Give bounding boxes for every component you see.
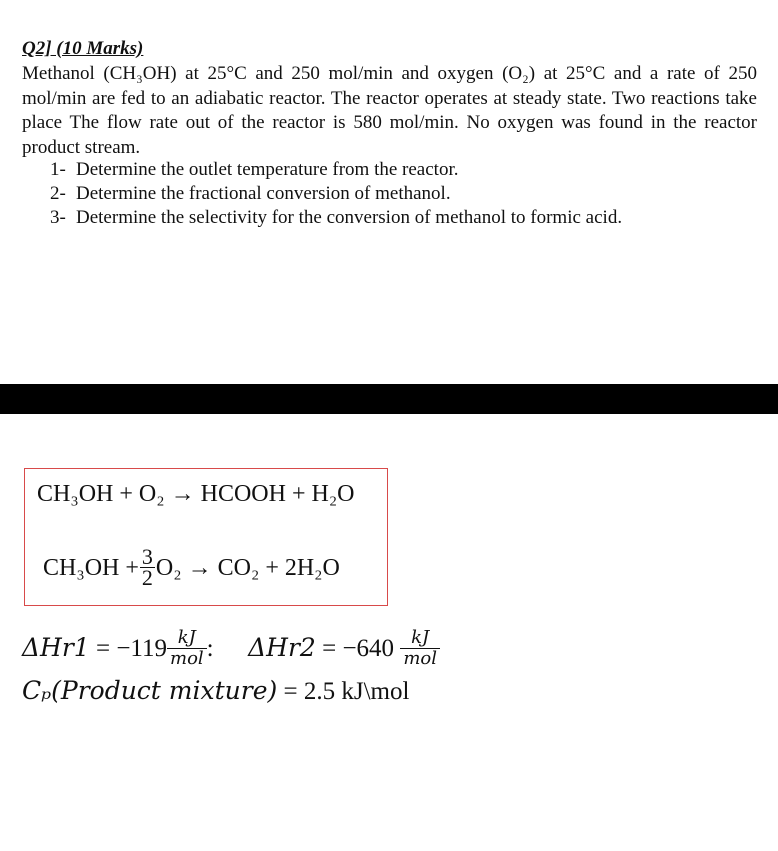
reaction-1 [37, 481, 355, 508]
list-item [50, 158, 622, 182]
arrow-icon: → [187, 555, 212, 582]
heat-capacity-row [22, 676, 409, 706]
task-text: Determine the selectivity for the conversion of methanol to formic acid. [76, 207, 623, 228]
coef-denominator: 2 [141, 565, 153, 590]
reaction-2-reactant-1: CH₃OH + [43, 555, 139, 582]
redaction-bar [0, 384, 778, 414]
dh1-equals: = [95, 635, 111, 663]
task-number: 1- [50, 159, 66, 180]
question-paragraph: Methanol (CH₃OH) at 25°C and 250 mol/min and oxygen (O₂) at 25°C and a rate of 250 mol/min are fed to an adiabatic reactor. The reactor operates at steady state. Two reactions take place The flow rate out of the reactor is 580 mol/min. No oxygen was found in the reactor product stream. [22, 63, 757, 158]
task-text: Determine the outlet temperature from the reactor. [76, 159, 459, 180]
reaction-1-products: HCOOH + H₂O [200, 481, 355, 507]
reaction-2-products: CO₂ + 2H₂O [217, 555, 340, 582]
cp-label: Cₚ(Product mixture) [22, 676, 278, 705]
dh2-unit [400, 628, 440, 669]
question-heading: Q2] (10 Marks) [22, 38, 144, 59]
enthalpy-row [22, 627, 440, 671]
separator: : [206, 635, 214, 663]
task-number: 2- [50, 183, 66, 204]
task-text: Determine the fractional conversion of methanol. [76, 183, 451, 204]
dh2-unit-num: kJ [400, 628, 440, 649]
dh1-unit [167, 628, 207, 669]
dh2-value: −640 [342, 635, 395, 663]
dh1-value: −119 [116, 635, 167, 663]
cp-equals: = [283, 678, 298, 705]
dh1-unit-den: mol [170, 648, 204, 669]
dh1-label: ΔHr1 [22, 633, 90, 663]
list-item [50, 206, 622, 230]
dh1-unit-num: kJ [167, 628, 207, 649]
task-number: 3- [50, 207, 66, 228]
stoich-coefficient [140, 544, 155, 590]
reaction-2 [43, 544, 340, 590]
cp-value: 2.5 kJ\mol [303, 678, 410, 705]
reaction-box [24, 468, 388, 606]
reaction-2-reactant-2: O₂ [155, 555, 182, 582]
reaction-1-reactants: CH₃OH + O₂ [37, 481, 165, 507]
coef-numerator: 3 [141, 544, 153, 569]
list-item [50, 182, 622, 206]
dh2-unit-den: mol [403, 648, 437, 669]
arrow-icon: → [170, 481, 195, 507]
dh2-equals: = [322, 635, 337, 663]
task-list [50, 158, 622, 230]
dh2-label: ΔHr2 [248, 633, 316, 663]
